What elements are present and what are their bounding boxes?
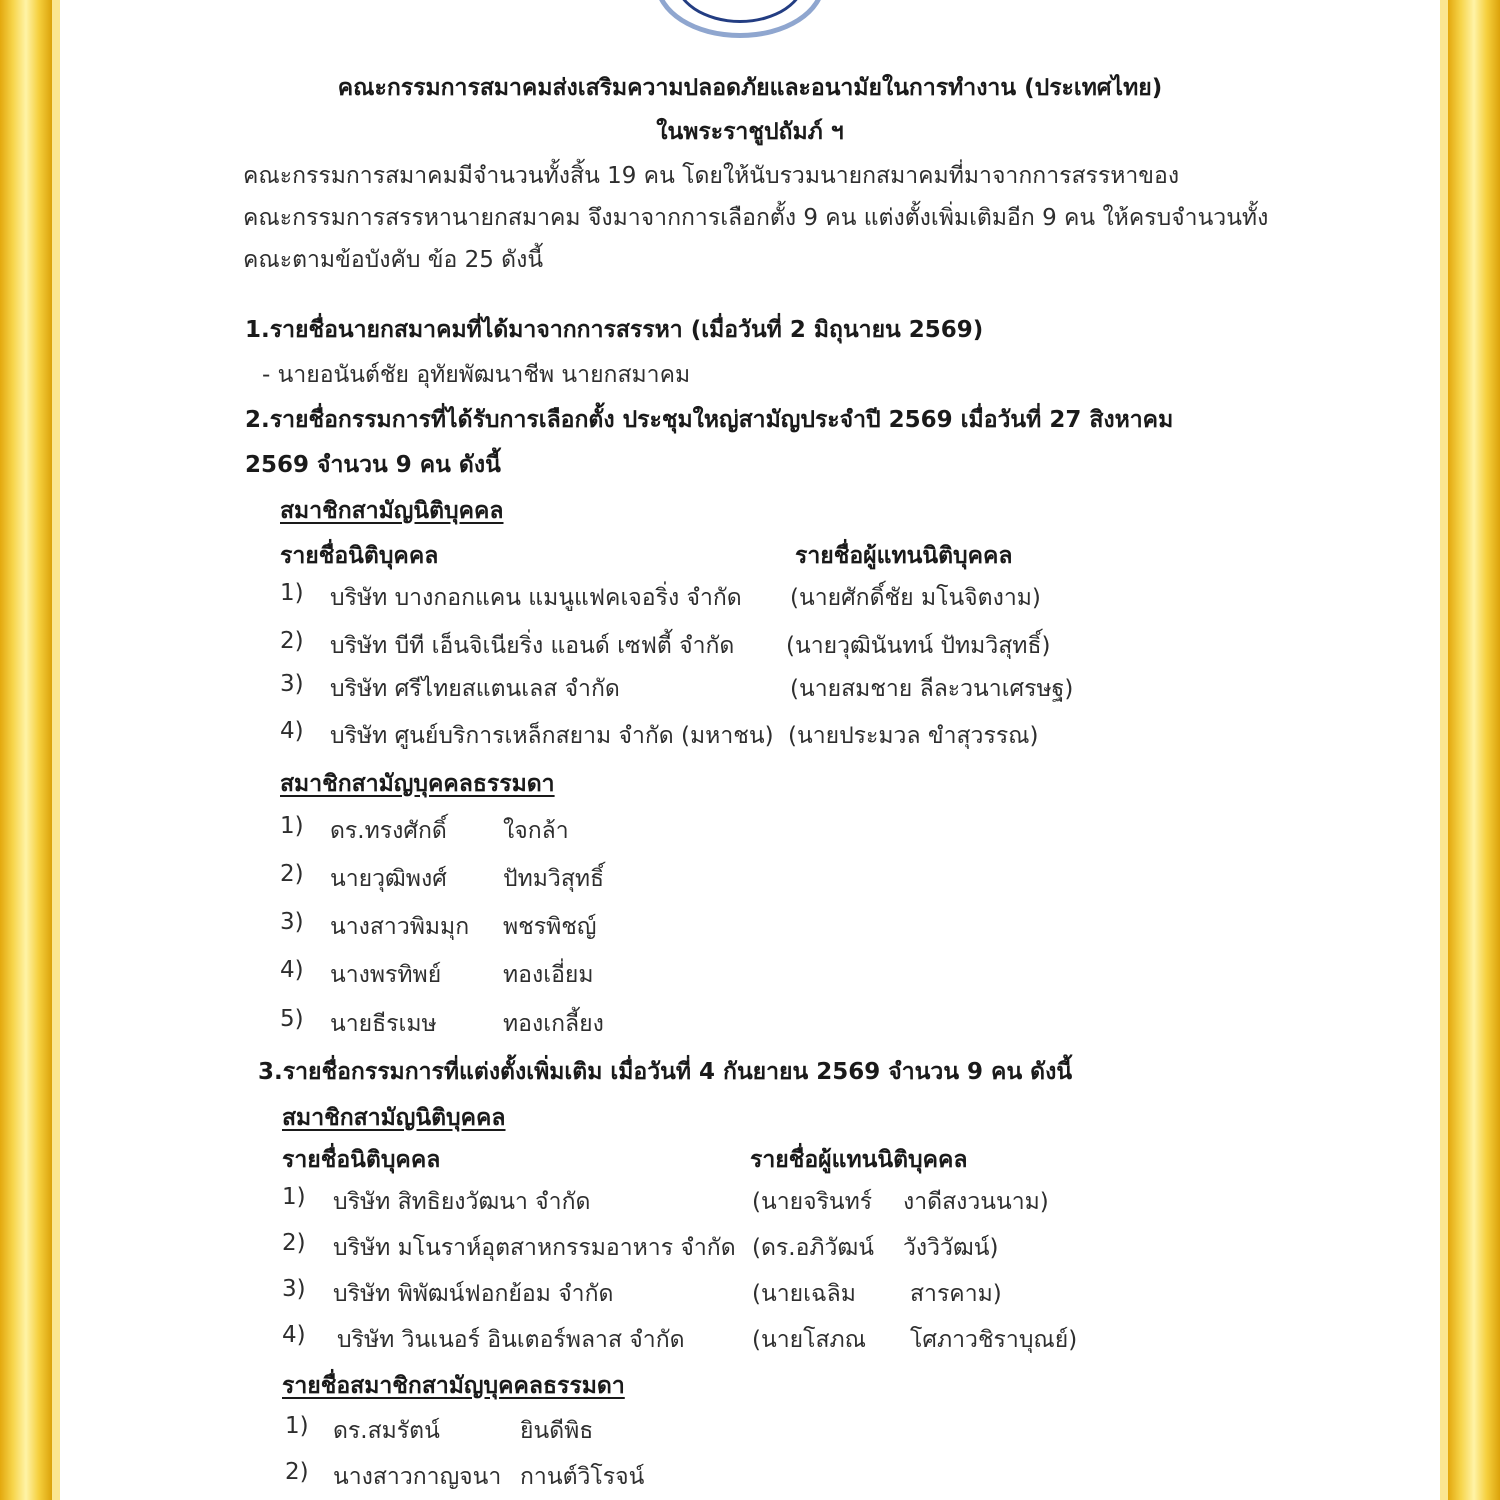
row-number: 2) [280,861,304,887]
row-number: 4) [282,1322,306,1348]
section3-juristic-title: สมาชิกสามัญนิติบุคคล [282,1105,506,1131]
representative-last: วังวิวัฒน์) [903,1235,999,1261]
section3-individual-title: รายชื่อสมาชิกสามัญบุคคลธรรมดา [282,1373,625,1399]
representative-first: (นายโสภณ [752,1327,866,1353]
company-representative: (นายสมชาย ลีละวนาเศรษฐ) [790,676,1074,702]
section1-heading: 1.รายชื่อนายกสมาคมที่ได้มาจากการสรรหา (เมื่อวันที่ 2 มิถุนายน 2569) [245,317,984,343]
representative-last: โศภาวชิราบุณย์) [910,1327,1078,1353]
row-number: 3) [280,909,304,935]
title-line-2: ในพระราชูปถัมภ์ ฯ [656,119,844,145]
intro-line-1: คณะกรรมการสมาคมมีจำนวนทั้งสิ้น 19 คน โดยให้นับรวมนายกสมาคมที่มาจากการสรรหาของ [243,163,1180,189]
row-number: 4) [280,718,304,744]
section2-col-company: รายชื่อนิติบุคคล [280,543,439,569]
first-name: ดร.ทรงศักดิ์ [330,818,447,844]
row-number: 5) [280,1006,304,1032]
representative-last: งาดีสงวนนาม) [903,1189,1049,1215]
company-representative: (นายวุฒินันทน์ ปัทมวิสุทธิ์) [786,633,1051,659]
title-line-1: คณะกรรมการสมาคมส่งเสริมความปลอดภัยและอนามัยในการทำงาน (ประเทศไทย) [337,75,1163,101]
last-name: ใจกล้า [503,818,569,844]
row-number: 1) [285,1413,309,1439]
company-name: บริษัท มโนราห์อุตสาหกรรมอาหาร จำกัด [333,1235,736,1261]
first-name: นายธีรเมษ [330,1011,437,1037]
row-number: 1) [280,580,304,606]
first-name: นางสาวกาญจนา [333,1464,502,1490]
last-name: ทองเอี่ยม [503,962,594,988]
first-name: ดร.สมรัตน์ [333,1418,440,1444]
last-name: ทองเกลี้ยง [503,1011,604,1037]
company-name: บริษัท สิทธิยงวัฒนา จำกัด [333,1189,591,1215]
row-number: 3) [280,671,304,697]
section3-heading: 3.รายชื่อกรรมการที่แต่งตั้งเพิ่มเติม เมื่อวันที่ 4 กันยายน 2569 จำนวน 9 คน ดังนี้ [258,1059,1073,1085]
section2-individual-title: สมาชิกสามัญบุคคลธรรมดา [280,771,555,797]
first-name: นางสาวพิมมุก [330,914,470,940]
row-number: 3) [282,1276,306,1302]
representative-last: สารคาม) [910,1281,1002,1307]
last-name: พชรพิชญ์ [503,914,597,940]
section2-col-rep: รายชื่อผู้แทนนิติบุคคล [795,543,1013,569]
company-name: บริษัท ศูนย์บริการเหล็กสยาม จำกัด (มหาชน) [330,723,774,749]
section2-juristic-title: สมาชิกสามัญนิติบุคคล [280,498,504,524]
row-number: 1) [282,1184,306,1210]
last-name: กานต์วิโรจน์ [520,1464,645,1490]
intro-line-3: คณะตามข้อบังคับ ข้อ 25 ดังนี้ [243,247,544,273]
row-number: 1) [280,813,304,839]
section2-heading-line-1: 2.รายชื่อกรรมการที่ได้รับการเลือกตั้ง ประชุมใหญ่สามัญประจำปี 2569 เมื่อวันที่ 27 สิงหาคม [245,407,1174,433]
last-name: ปัทมวิสุทธิ์ [503,866,605,892]
row-number: 2) [282,1230,306,1256]
first-name: นางพรทิพย์ [330,962,442,988]
row-number: 2) [285,1459,309,1485]
representative-first: (นายเฉลิม [752,1281,856,1307]
intro-line-2: คณะกรรมการสรรหานายกสมาคม จึงมาจากการเลือกตั้ง 9 คน แต่งตั้งเพิ่มเติมอีก 9 คน ให้ครบจำนวนทั้ง [243,205,1269,231]
company-name: บริษัท วินเนอร์ อินเตอร์พลาส จำกัด [337,1327,685,1353]
section3-col-company: รายชื่อนิติบุคคล [282,1147,441,1173]
last-name: ยินดีพิธ [520,1418,594,1444]
section2-heading-line-2: 2569 จำนวน 9 คน ดังนี้ [245,452,501,478]
company-name: บริษัท พิพัฒน์ฟอกย้อม จำกัด [333,1281,614,1307]
company-name: บริษัท บีที เอ็นจิเนียริ่ง แอนด์ เซฟตี้ จำกัด [330,633,735,659]
company-name: บริษัท ศรีไทยสแตนเลส จำกัด [330,676,620,702]
representative-first: (ดร.อภิวัฒน์ [752,1235,874,1261]
row-number: 2) [280,628,304,654]
company-representative: (นายประมวล ขำสุวรรณ) [788,723,1039,749]
representative-first: (นายจรินทร์ [752,1189,873,1215]
section1-item: - นายอนันต์ชัย อุทัยพัฒนาชีพ นายกสมาคม [262,362,691,388]
company-name: บริษัท บางกอกแคน แมนูแฟคเจอริ่ง จำกัด [330,585,742,611]
company-representative: (นายศักดิ์ชัย มโนจิตงาม) [790,585,1041,611]
first-name: นายวุฒิพงศ์ [330,866,447,892]
row-number: 4) [280,957,304,983]
section3-col-rep: รายชื่อผู้แทนนิติบุคคล [750,1147,968,1173]
